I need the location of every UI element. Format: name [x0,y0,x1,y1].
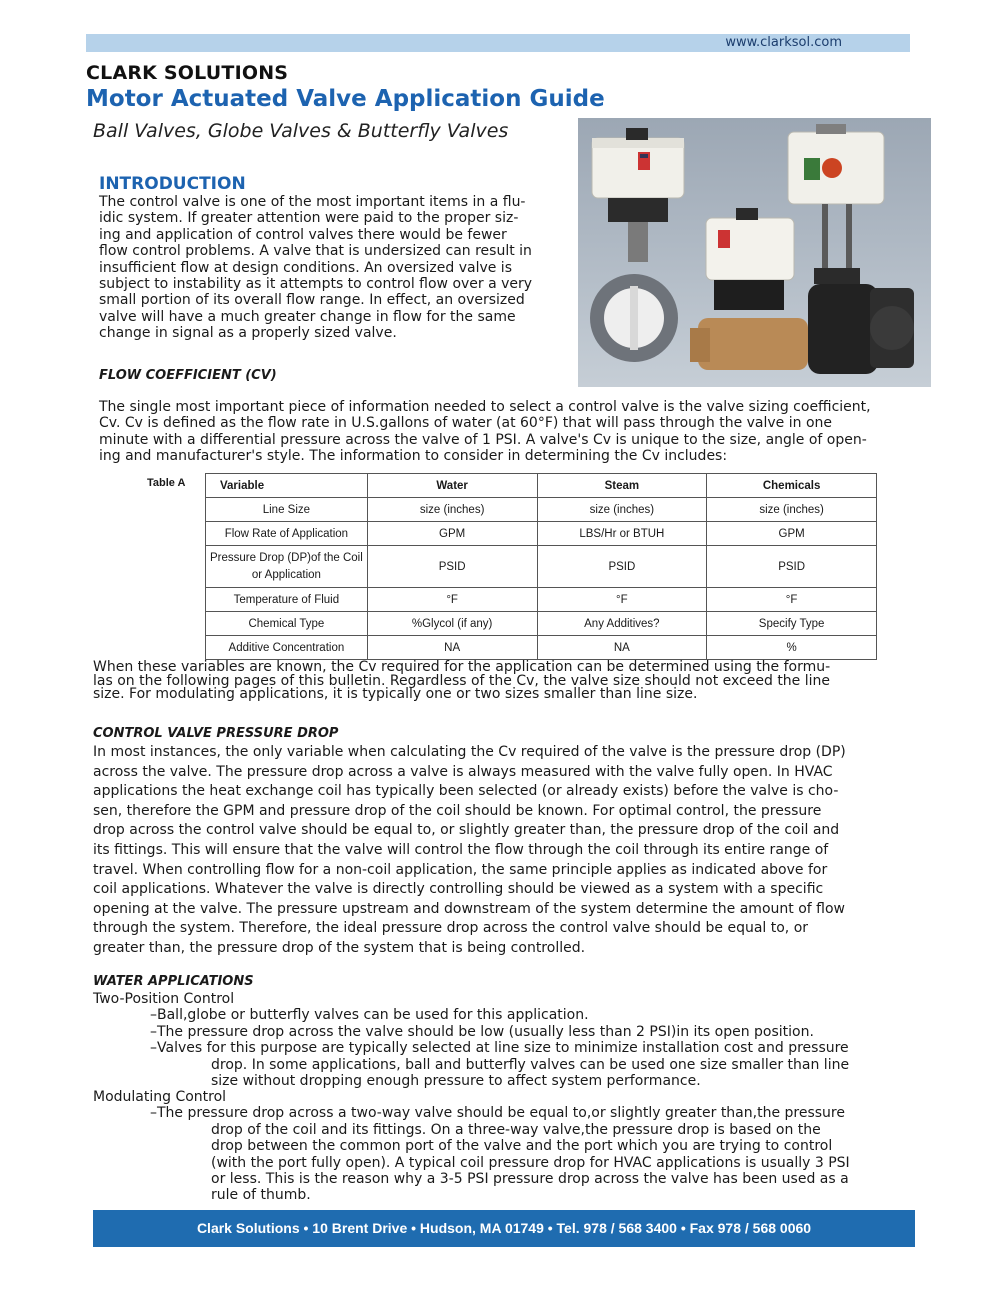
text-line: drop across the control valve should be equal to, or slightly greater than, the pressure drop of the coil and [93,822,840,839]
text-line: subject to instability as it attempts to control flow over a very [99,276,533,293]
list-item-continued: rule of thumb. [211,1187,311,1203]
company-name: CLARK SOLUTIONS [86,62,289,84]
two-position-label: Two-Position Control [93,991,235,1007]
table-cell: size (inches) [707,498,877,522]
text-line: applications the heat exchange coil has typically been selected (or already exists) before the valve is cho- [93,783,839,800]
column-header: Water [367,474,537,498]
list-item: –Valves for this purpose are typically selected at line size to minimize installation cost and pressure [150,1040,849,1056]
page-subtitle: Ball Valves, Globe Valves & Butterfly Valves [93,120,509,142]
table-row [206,588,877,612]
table-cell: GPM [367,522,537,546]
column-header: Steam [537,474,707,498]
column-header: Chemicals [707,474,877,498]
table-cell: NA [537,636,707,660]
table-cell: Line Size [206,498,368,522]
text-line: small portion of its overall flow range. In effect, an oversized [99,292,525,309]
text-line: change in signal as a properly sized valve. [99,325,397,342]
text-line: minute with a differential pressure across the valve of 1 PSI. A valve's Cv is unique to the size, angle of open- [99,431,867,448]
text-line: size. For modulating applications, it is typically one or two sizes smaller than line size. [93,686,698,703]
table-cell: size (inches) [537,498,707,522]
table-cell: °F [707,588,877,612]
table-cell: Specify Type [707,612,877,636]
introduction-text [99,194,577,342]
list-item-continued: size without dropping enough pressure to affect system performance. [211,1073,701,1089]
text-line: ing and application of control valves there would be fewer [99,226,507,243]
table-cell: Chemical Type [206,612,368,636]
text-line: across the valve. The pressure drop across a valve is always measured with the valve fully open. In HVAC [93,763,833,780]
list-item: –The pressure drop across the valve should be low (usually less than 2 PSI)in its open position. [150,1024,814,1040]
table-cell: Pressure Drop (DP)of the Coil or Application [206,546,368,588]
text-line: insufficient flow at design conditions. An oversized valve is [99,259,512,276]
list-item: –Ball,globe or butterfly valves can be used for this application. [150,1007,589,1023]
column-header: Variable [206,474,368,498]
table-cell: NA [367,636,537,660]
top-banner [86,34,910,52]
text-line: through the system. Therefore, the ideal pressure drop across the control valve should be equal to, or [93,920,809,937]
text-line: ing and manufacturer's style. The information to consider in determining the Cv includes: [99,447,728,464]
table-row [206,522,877,546]
table-header-row [206,474,877,498]
list-item-continued: drop between the common port of the valve and the port which you are trying to control [211,1138,833,1154]
table-cell: °F [537,588,707,612]
table-cell: LBS/Hr or BTUH [537,522,707,546]
table-cell: %Glycol (if any) [367,612,537,636]
table-cell: GPM [707,522,877,546]
table-cell: PSID [537,546,707,588]
introduction-heading: INTRODUCTION [99,174,246,194]
text-line: greater than, the pressure drop of the system that is being controlled. [93,939,586,956]
text-line: The single most important piece of information needed to select a control valve is the valve sizing coefficient, [99,399,871,415]
list-item-continued: or less. This is the reason why a 3-5 PSI pressure drop across the valve has been used as a [211,1171,849,1187]
table-cell: Temperature of Fluid [206,588,368,612]
modulating-label: Modulating Control [93,1089,227,1105]
table-row [206,636,877,660]
text-line: valve will have a much greater change in flow for the same [99,308,516,325]
footer-contact-bar: Clark Solutions • 10 Brent Drive • Hudson, MA 01749 • Tel. 978 / 568 3400 • Fax 978 / 568 0060 [93,1210,915,1247]
text-line: When these variables are known, the Cv required for the application can be determined using the formu- [93,659,831,675]
text-line: sen, therefore the GPM and pressure drop of the coil should be known. For optimal control, the pressure [93,802,822,819]
text-line: travel. When controlling flow for a non-coil application, the same principle applies as indicated above for [93,861,828,878]
table-label: Table A [147,477,186,489]
table-row [206,498,877,522]
water-applications-heading: WATER APPLICATIONS [93,974,254,989]
pressure-drop-text [93,743,938,959]
text-line: flow control problems. A valve that is undersized can result in [99,243,532,260]
table-cell: PSID [707,546,877,588]
text-line: The control valve is one of the most important items in a flu- [99,194,526,210]
table-cell: PSID [367,546,537,588]
table-row [206,612,877,636]
table-cell: Flow Rate of Application [206,522,368,546]
text-line: Cv. Cv is defined as the flow rate in U.S.gallons of water (at 60°F) that will pass through the valve in one [99,415,833,432]
page-title: Motor Actuated Valve Application Guide [86,86,605,112]
text-line: In most instances, the only variable when calculating the Cv required of the valve is the pressure drop (DP) [93,744,846,760]
pressure-drop-heading: CONTROL VALVE PRESSURE DROP [93,726,339,741]
text-line: its fittings. This will ensure that the valve will control the flow through the coil through its entire range of [93,841,829,858]
text-line: idic system. If greater attention were paid to the proper siz- [99,210,519,227]
flow-coefficient-text [99,399,944,464]
list-item-continued: drop of the coil and its fittings. On a three-way valve,the pressure drop is based on the [211,1122,821,1138]
website-url[interactable]: www.clarksol.com [725,35,842,50]
after-table-text [93,661,938,702]
table-cell: % [707,636,877,660]
list-item-continued: (with the port fully open). A typical coil pressure drop for HVAC applications is usually 3 PSI [211,1155,850,1171]
valve-actuators-photo [578,118,931,387]
table-cell: size (inches) [367,498,537,522]
table-row [206,546,877,588]
text-line: coil applications. Whatever the valve is directly controlling should be viewed as a system with a specific [93,881,824,898]
table-cell: °F [367,588,537,612]
text-line: las on the following pages of this bulletin. Regardless of the Cv, the valve size should not exceed the line [93,672,831,689]
text-line: opening at the valve. The pressure upstream and downstream of the system determine the amount of flow [93,900,845,917]
flow-coefficient-heading: FLOW COEFFICIENT (CV) [99,368,277,383]
list-item: –The pressure drop across a two-way valve should be equal to,or slightly greater than,the pressure [150,1105,845,1121]
list-item-continued: drop. In some applications, ball and butterfly valves can be used one size smaller than line [211,1057,850,1073]
table-cell: Any Additives? [537,612,707,636]
variables-table [205,473,877,660]
table-cell: Additive Concentration [206,636,368,660]
